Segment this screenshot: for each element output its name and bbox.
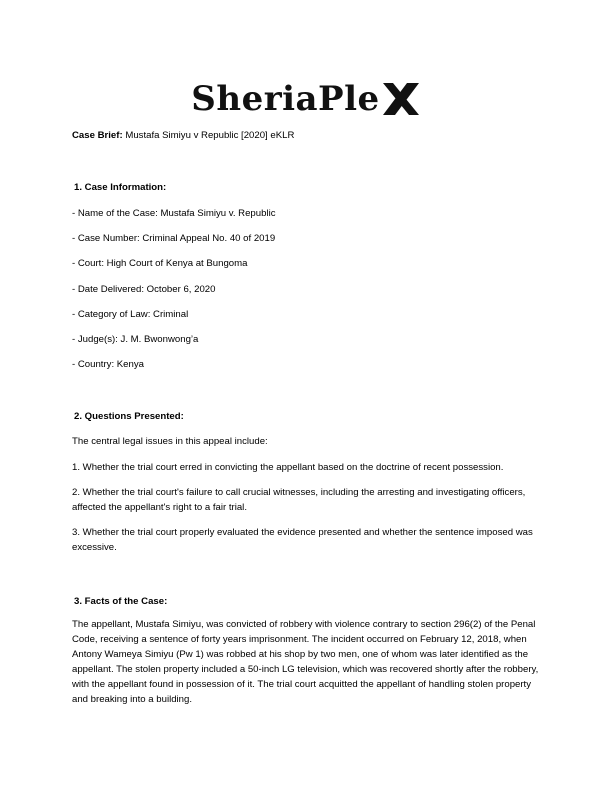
info-item-date: - Date Delivered: October 6, 2020	[72, 284, 216, 295]
info-item-country: - Country: Kenya	[72, 359, 144, 370]
case-brief-label: Case Brief:	[72, 130, 123, 141]
case-brief-line	[72, 130, 294, 141]
question-item-2: 2. Whether the trial court's failure to call crucial witnesses, including the arresting and investigating officers, affected the appellant's right to a fair trial.	[72, 487, 526, 513]
logo-text: SheriaPle	[191, 79, 380, 119]
info-item-judges: - Judge(s): J. M. Bwonwong’a	[72, 334, 199, 345]
question-item-3: 3. Whether the trial court properly evaluated the evidence presented and whether the sentence imposed was excessive.	[72, 527, 533, 553]
case-information-heading: 1. Case Information:	[74, 182, 167, 193]
questions-presented-heading: 2. Questions Presented:	[74, 411, 184, 422]
logo-wrap	[191, 79, 420, 119]
info-item-name: - Name of the Case: Mustafa Simiyu v. Republic	[72, 208, 276, 219]
question-item-1: 1. Whether the trial court erred in convicting the appellant based on the doctrine of recent possession.	[72, 462, 504, 473]
sheriaplex-logo	[0, 74, 612, 124]
facts-body: The appellant, Mustafa Simiyu, was convicted of robbery with violence contrary to section 296(2) of the Penal Code, receiving a sentence of forty years imprisonment. The incident occurred on February 12, 2018, when Antony Wameya Simiyu (Pw 1) was robbed at his shop by two men, one of whom was later identified as the appellant. The stolen property included a 50-inch LG television, which was recovered shortly after the robbery, with the appellant found in possession of it. The trial court acquitted the appellant of handling stolen property and breaking into a building.	[72, 619, 539, 705]
info-item-category: - Category of Law: Criminal	[72, 309, 189, 320]
info-item-case-number: - Case Number: Criminal Appeal No. 40 of 2019	[72, 233, 276, 244]
info-item-court: - Court: High Court of Kenya at Bungoma	[72, 258, 248, 269]
facts-heading: 3. Facts of the Case:	[74, 596, 168, 607]
x-logo-mark-icon	[381, 81, 421, 117]
case-brief-title: Mustafa Simiyu v Republic [2020] eKLR	[125, 130, 295, 141]
questions-intro: The central legal issues in this appeal include:	[72, 436, 268, 447]
